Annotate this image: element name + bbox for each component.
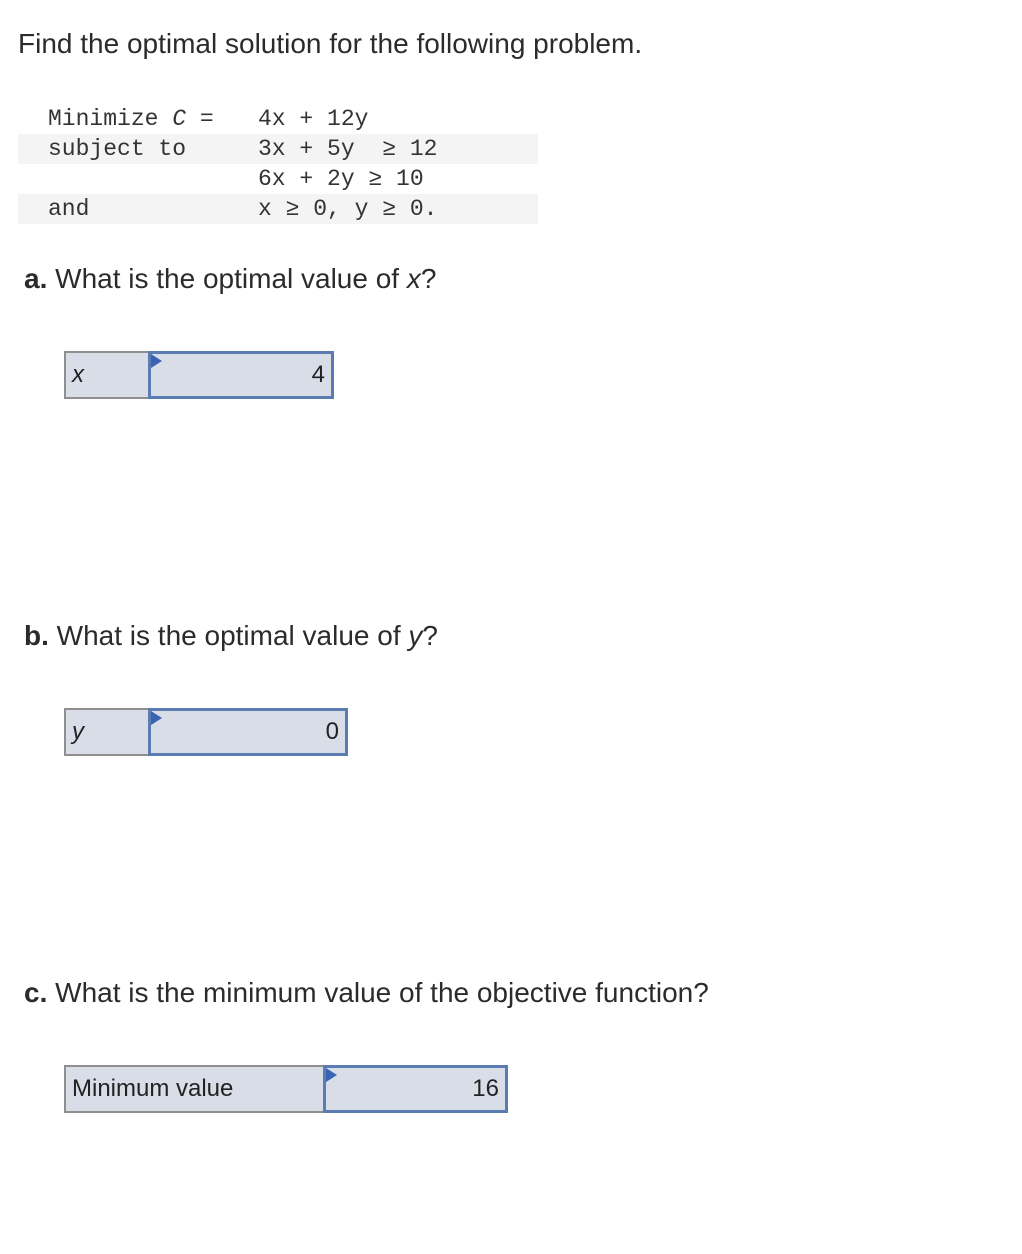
constraint-row-2 — [18, 164, 538, 194]
and-label: and — [48, 196, 90, 222]
answer-row-y — [64, 708, 348, 756]
lp-problem — [18, 104, 538, 224]
answer-input-x[interactable]: 4 — [148, 351, 334, 399]
question-b: b. What is the optimal value of y? — [24, 620, 438, 651]
flag-icon — [326, 1068, 337, 1082]
nonnegativity-row — [18, 194, 538, 224]
objective-expression: 4x + 12y — [258, 106, 369, 132]
answer-row-x — [64, 351, 334, 399]
subject-to-label: subject to — [48, 136, 187, 162]
objective-row — [18, 104, 538, 134]
constraint-2: 6x + 2y ≥ 10 — [258, 166, 424, 192]
answer-label-min-value: Minimum value — [64, 1065, 323, 1113]
question-c: c. What is the minimum value of the objective function? — [24, 977, 709, 1008]
answer-input-min-value[interactable]: 16 — [323, 1065, 508, 1113]
flag-icon — [151, 711, 162, 725]
constraint-row-1 — [18, 134, 538, 164]
answer-input-y[interactable]: 0 — [148, 708, 348, 756]
answer-label-x: x — [64, 351, 148, 399]
problem-intro: Find the optimal solution for the following problem. — [18, 28, 643, 59]
objective-label: Minimize C = — [48, 106, 214, 132]
constraint-1: 3x + 5y ≥ 12 — [258, 136, 438, 162]
flag-icon — [151, 354, 162, 368]
nonnegativity-constraint: x ≥ 0, y ≥ 0. — [258, 196, 438, 222]
answer-row-min-value — [64, 1065, 508, 1113]
question-a: a. What is the optimal value of x? — [24, 263, 437, 294]
answer-label-y: y — [64, 708, 148, 756]
